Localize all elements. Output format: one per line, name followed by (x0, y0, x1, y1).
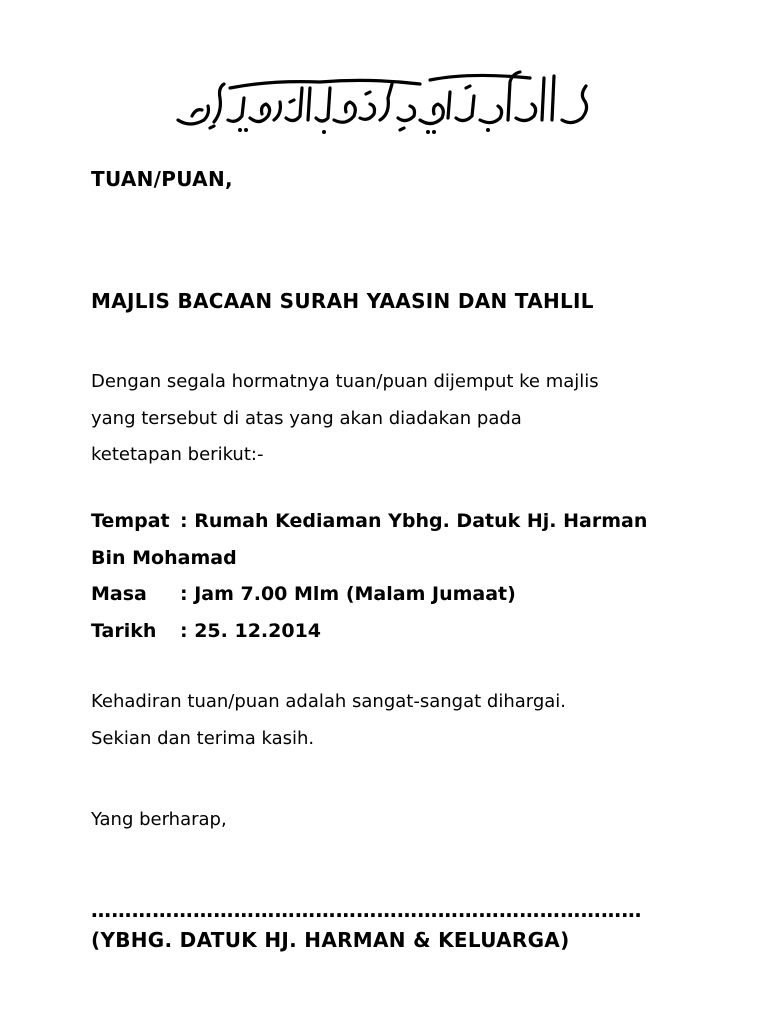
detail-value-tarikh: : 25. 12.2014 (180, 619, 322, 642)
intro-line: ketetapan berikut:- (91, 444, 264, 465)
closing-paragraph (91, 684, 566, 757)
arabic-calligraphy-salam-icon (170, 58, 598, 136)
detail-row-tempat (91, 503, 711, 540)
signatory-name: (YBHG. DATUK HJ. HARMAN & KELUARGA) (91, 928, 570, 952)
intro-line: Dengan segala hormatnya tuan/puan dijemput ke majlis (91, 371, 599, 392)
detail-row-tarikh (91, 613, 711, 650)
detail-label-tarikh: Tarikh (91, 619, 157, 642)
detail-label-tempat: Tempat (91, 510, 170, 532)
closing-line: Sekian dan terima kasih. (91, 727, 315, 749)
intro-paragraph (91, 364, 691, 474)
detail-value-masa: : Jam 7.00 Mlm (Malam Jumaat) (180, 583, 516, 605)
salutation: TUAN/PUAN, (91, 167, 233, 191)
intro-line: yang tersebut di atas yang akan diadakan pada (91, 407, 522, 429)
detail-value-tempat-cont: Bin Mohamad (91, 546, 237, 569)
closing-line: Kehadiran tuan/puan adalah sangat-sangat dihargai. (91, 691, 567, 712)
detail-row-tempat-cont (91, 540, 711, 577)
signature-line: ……………………………………………………………………… (91, 898, 642, 922)
event-details (91, 503, 711, 649)
detail-row-masa (91, 576, 711, 613)
letter-heading: MAJLIS BACAAN SURAH YAASIN DAN TAHLIL (91, 289, 594, 313)
sign-off: Yang berharap, (91, 809, 227, 830)
detail-label-masa: Masa (91, 583, 147, 605)
detail-value-tempat: : Rumah Kediaman Ybhg. Datuk Hj. Harman (180, 510, 648, 532)
